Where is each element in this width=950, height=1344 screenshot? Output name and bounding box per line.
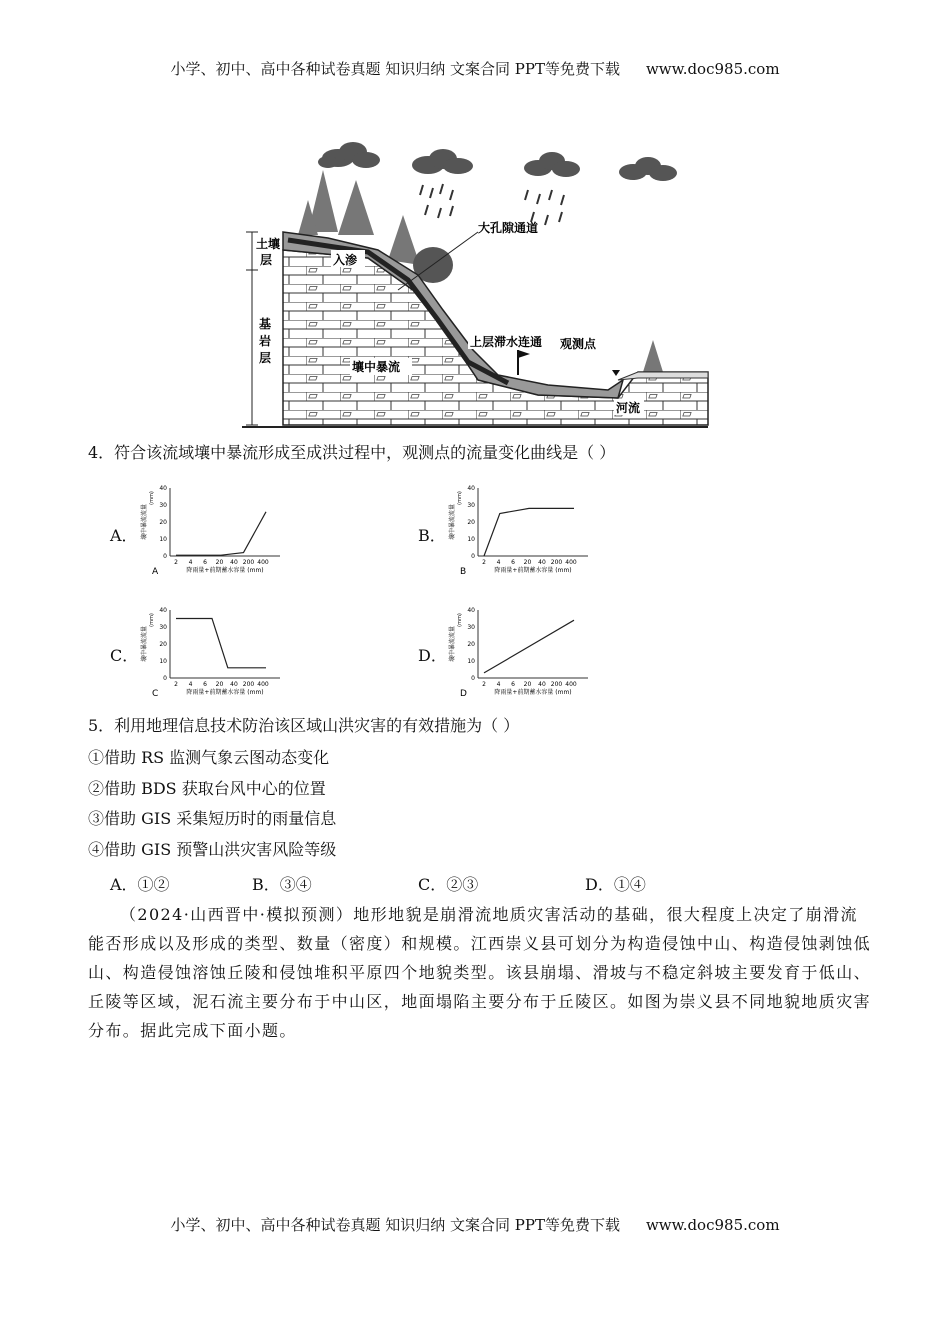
label-soil-2: 层: [260, 253, 273, 267]
x-tick-label: 2: [174, 559, 178, 566]
q4-option-d-label[interactable]: D．: [418, 646, 447, 665]
y-tick-label: 10: [159, 658, 167, 665]
q5-item-3: ③借助 GIS 采集短历时的雨量信息: [88, 809, 337, 828]
x-axis-label: 降雨量+前期蓄水容量 (mm): [494, 567, 572, 574]
y-tick-label: 40: [467, 607, 475, 614]
y-tick-label: 40: [467, 485, 475, 492]
y-axis-unit: (mm): [149, 491, 155, 505]
y-tick-label: 0: [471, 553, 475, 560]
cloud-icon: [318, 142, 677, 181]
q5-item-1: ①借助 RS 监测气象云图动态变化: [88, 748, 330, 767]
y-axis-label: 壤中暴流流量: [141, 503, 148, 541]
y-tick-label: 20: [159, 641, 167, 648]
q5-choice-b[interactable]: B．③④: [252, 875, 312, 894]
x-tick-label: 6: [511, 681, 515, 688]
x-tick-label: 200: [550, 681, 563, 688]
q4-option-b-label[interactable]: B．: [418, 526, 446, 545]
x-tick-label: 20: [215, 681, 224, 688]
x-tick-label: 20: [523, 559, 532, 566]
label-rock-2: 岩: [259, 334, 272, 348]
y-tick-label: 30: [159, 502, 167, 509]
x-tick-label: 6: [203, 681, 207, 688]
x-tick-label: 20: [523, 681, 532, 688]
y-axis-unit: (mm): [457, 491, 463, 505]
flow-curve: [484, 620, 574, 673]
q5-item-4: ④借助 GIS 预警山洪灾害风险等级: [88, 840, 337, 859]
chart-letter: A: [152, 567, 159, 577]
label-interflow: 壤中暴流: [352, 360, 401, 374]
x-tick-label: 4: [188, 559, 193, 566]
y-tick-label: 0: [163, 553, 167, 560]
y-axis-unit: (mm): [149, 613, 155, 627]
x-tick-label: 200: [550, 559, 563, 566]
q4-option-c-label[interactable]: C．: [110, 646, 139, 665]
q4-chart-d[interactable]: [448, 602, 598, 702]
q4-chart-a[interactable]: [140, 480, 290, 580]
x-tick-label: 40: [230, 559, 238, 566]
label-rock-3: 层: [259, 351, 272, 365]
label-soil-1: 土壤: [256, 237, 281, 251]
q5-choice-a[interactable]: A．①②: [110, 875, 170, 894]
x-tick-label: 4: [496, 681, 501, 688]
flow-curve: [176, 619, 266, 668]
y-axis-label: 壤中暴流流量: [449, 625, 456, 663]
footer-site: www.doc985.com: [645, 1216, 780, 1234]
q4-option-a-label[interactable]: A．: [110, 526, 138, 545]
y-tick-label: 30: [467, 502, 475, 509]
label-perched: 上层滞水连通: [470, 335, 543, 349]
y-tick-label: 10: [467, 536, 475, 543]
flow-curve: [176, 512, 266, 555]
x-tick-label: 2: [174, 681, 178, 688]
y-tick-label: 40: [159, 485, 167, 492]
q4-stem: 4．符合该流域壤中暴流形成至成洪过程中，观测点的流量变化曲线是（ ）: [88, 443, 616, 462]
q5-stem: 5．利用地理信息技术防治该区域山洪灾害的有效措施为（ ）: [88, 716, 520, 735]
x-tick-label: 400: [257, 559, 269, 566]
flow-curve: [484, 508, 574, 556]
x-tick-label: 400: [565, 681, 577, 688]
x-tick-label: 200: [242, 559, 255, 566]
y-tick-label: 0: [471, 675, 475, 682]
page-footer: [0, 1214, 950, 1235]
label-infiltration: 入渗: [333, 253, 358, 267]
chart-letter: C: [152, 689, 159, 699]
x-tick-label: 40: [538, 681, 546, 688]
x-tick-label: 400: [257, 681, 269, 688]
y-tick-label: 10: [467, 658, 475, 665]
x-tick-label: 4: [188, 681, 193, 688]
x-tick-label: 40: [538, 559, 546, 566]
label-rock-1: 基: [259, 317, 272, 331]
chart-letter: D: [460, 689, 467, 699]
rain-icon: [420, 184, 564, 225]
chart-letter: B: [460, 567, 467, 577]
q5-item-2: ②借助 BDS 获取台风中心的位置: [88, 779, 326, 798]
q5-choice-c[interactable]: C．②③: [418, 875, 479, 894]
x-tick-label: 6: [511, 559, 515, 566]
y-axis-label: 壤中暴流流量: [449, 503, 456, 541]
y-tick-label: 10: [159, 536, 167, 543]
x-tick-label: 2: [482, 681, 486, 688]
label-observation: 观测点: [560, 337, 597, 351]
x-tick-label: 6: [203, 559, 207, 566]
y-tick-label: 20: [467, 641, 475, 648]
x-tick-label: 400: [565, 559, 577, 566]
x-axis-label: 降雨量+前期蓄水容量 (mm): [494, 689, 572, 696]
y-axis-label: 壤中暴流流量: [141, 625, 148, 663]
y-tick-label: 30: [159, 624, 167, 631]
passage: （2024·山西晋中·模拟预测）地形地貌是崩滑流地质灾害活动的基础，很大程度上决定了崩滑流能否形成以及形成的类型、数量（密度）和规模。江西崇义县可划分为构造侵蚀中山、构造侵蚀剥蚀低山、构造侵蚀溶蚀丘陵和侵蚀堆积平原四个地貌类型。该县崩塌、滑坡与不稳定斜坡主要发育于低山、丘陵等区域，泥石流主要分布于中山区，地面塌陷主要分布于丘陵区。如图为崇义县不同地貌地质灾害分布。据此完成下面小题。: [88, 905, 872, 1040]
label-macropore: 大孔隙通道: [478, 221, 539, 235]
y-tick-label: 40: [159, 607, 167, 614]
x-tick-label: 2: [482, 559, 486, 566]
y-axis-unit: (mm): [457, 613, 463, 627]
hillslope-figure: [238, 140, 718, 430]
q4-chart-c[interactable]: [140, 602, 290, 702]
x-tick-label: 40: [230, 681, 238, 688]
q4-chart-b[interactable]: [448, 480, 598, 580]
header-text: 小学、初中、高中各种试卷真题 知识归纳 文案合同 PPT等免费下载: [170, 60, 620, 78]
x-tick-label: 200: [242, 681, 255, 688]
y-tick-label: 20: [159, 519, 167, 526]
q5-choice-d[interactable]: D．①④: [585, 875, 646, 894]
footer-text: 小学、初中、高中各种试卷真题 知识归纳 文案合同 PPT等免费下载: [170, 1216, 620, 1234]
y-tick-label: 30: [467, 624, 475, 631]
y-tick-label: 20: [467, 519, 475, 526]
x-tick-label: 20: [215, 559, 224, 566]
label-river: 河流: [616, 401, 641, 415]
header-site: www.doc985.com: [645, 60, 780, 78]
page-header: [0, 58, 950, 79]
x-tick-label: 4: [496, 559, 501, 566]
x-axis-label: 降雨量+前期蓄水容量 (mm): [186, 689, 264, 696]
y-tick-label: 0: [163, 675, 167, 682]
x-axis-label: 降雨量+前期蓄水容量 (mm): [186, 567, 264, 574]
